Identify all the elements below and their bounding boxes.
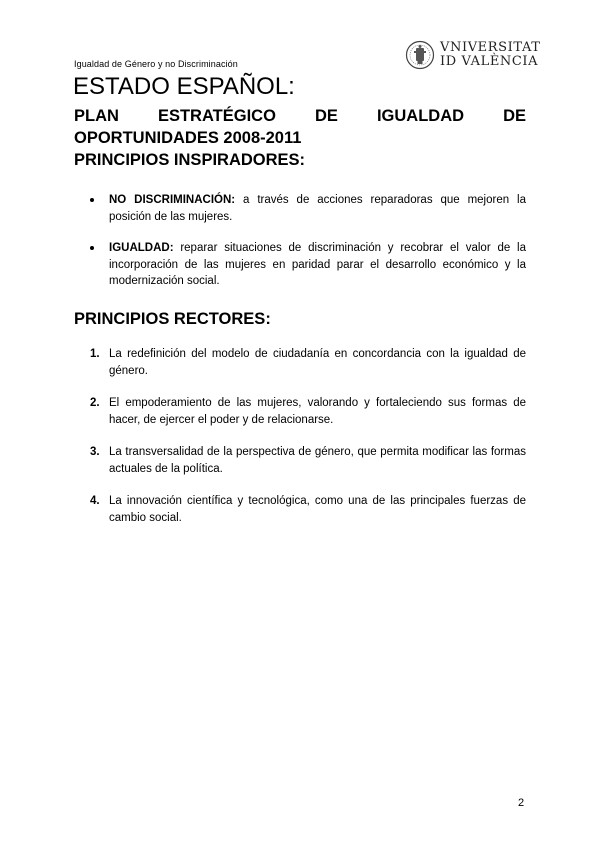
item-number: 1. [90,348,100,360]
list-item [90,444,526,477]
list-item [90,395,526,428]
principle-text: reparar situaciones de discriminación y recobrar el valor de la incorporación de las mujeres en paridad parar el desarrollo económico y la modernización social. [109,242,526,287]
logo-wordmark [440,41,541,69]
inspiradores-list [90,192,526,290]
inspiradores-heading: PRINCIPIOS INSPIRADORES: [74,151,306,169]
plan-title-line-1: PLAN ESTRATÉGICO DE IGUALDAD DE [74,107,526,125]
logo-line-1: VNIVERSITAT [440,40,541,55]
page-title: ESTADO ESPAÑOL: [73,73,295,100]
plan-title-line-2: OPORTUNIDADES 2008-2011 [74,129,302,147]
bullet-icon [90,246,94,250]
university-seal-icon [405,40,435,70]
rectores-list [90,346,526,526]
item-text: La redefinición del modelo de ciudadanía en concordancia con la igualdad de género. [109,348,526,377]
item-text: La innovación científica y tecnológica, como una de las principales fuerzas de cambio social. [109,495,526,524]
principle-term: IGUALDAD: [109,242,174,254]
list-item [90,240,526,290]
list-item [90,192,526,225]
list-item [90,493,526,526]
item-number: 2. [90,397,100,409]
bullet-icon [90,198,94,202]
university-logo [405,38,541,72]
item-number: 3. [90,446,100,458]
item-number: 4. [90,495,100,507]
item-text: La transversalidad de la perspectiva de género, que permita modificar las formas actuales de la política. [109,446,526,475]
list-item [90,346,526,379]
principle-term: NO DISCRIMINACIÓN: [109,194,236,206]
running-header: Igualdad de Género y no Discriminación [74,59,238,69]
page-number: 2 [518,797,525,809]
principle-text: a través de acciones reparadoras que mejoren la posición de las mujeres. [109,194,526,223]
item-text: El empoderamiento de las mujeres, valorando y fortaleciendo sus formas de hacer, de ejercer el poder y de relacionarse. [109,397,526,426]
rectores-heading: PRINCIPIOS RECTORES: [74,310,271,328]
logo-line-2: ID VALÈNCIA [440,54,539,69]
